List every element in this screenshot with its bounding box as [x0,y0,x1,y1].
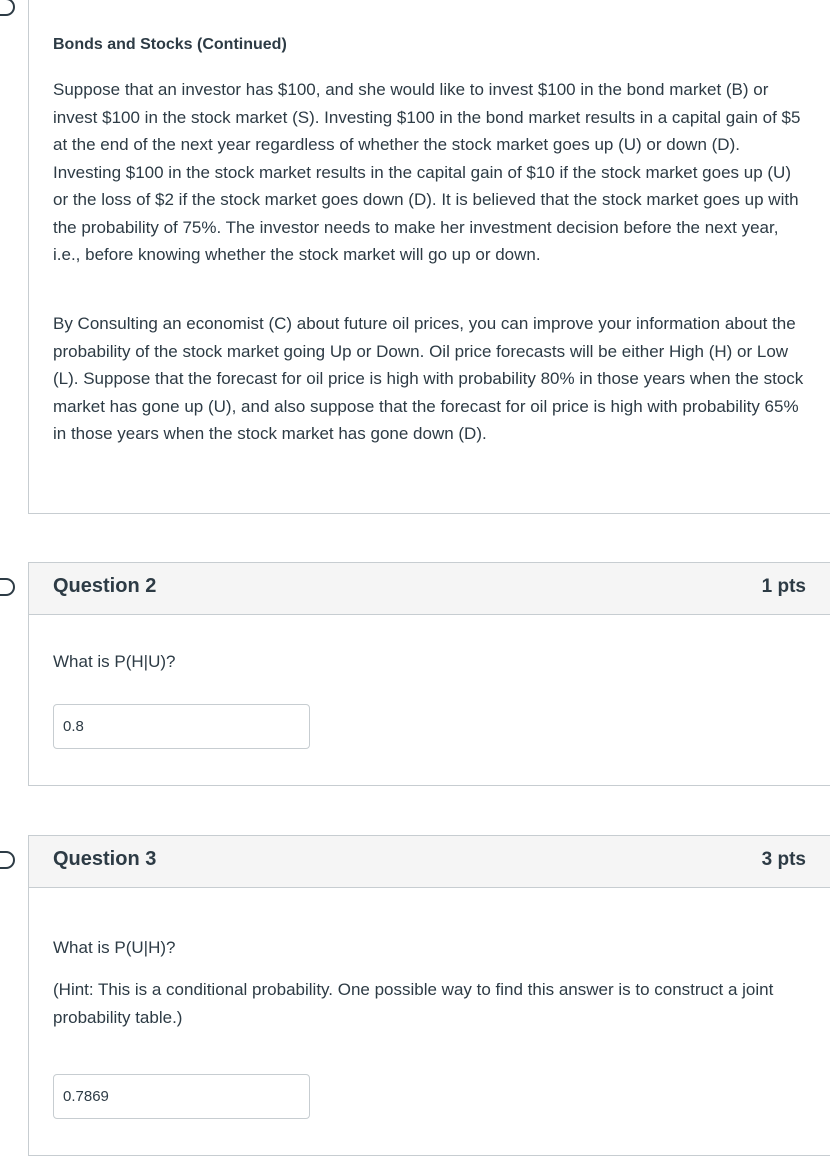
answer-input[interactable] [53,1074,310,1119]
question-points: 3 pts [761,849,806,870]
intro-card [28,0,830,514]
question-card [28,835,830,1156]
question-card [28,562,830,786]
flag-question-icon[interactable] [0,576,16,600]
question-title: Question 3 [53,848,157,870]
question-header [29,835,830,888]
question-prompt: What is P(U|H)? [53,938,176,957]
question-title: Question 2 [53,575,157,597]
answer-input[interactable] [53,704,310,749]
intro-paragraph-2: By Consulting an economist (C) about future oil prices, you can improve your information about the probability of the stock market going Up or Down. Oil price forecasts will be either High (H) or Low (L). Suppose that the forecast for oil price is high with probability 80% in those years when the stock market has gone up (U), and also suppose that the forecast for oil price is high with probability 65% in those years when the stock market has gone down (D). [53,314,804,443]
flag-question-icon[interactable] [0,849,16,873]
question-hint: (Hint: This is a conditional probability. One possible way to find this answer is to construct a joint probability table.) [53,980,774,1027]
intro-paragraph-1: Suppose that an investor has $100, and she would like to invest $100 in the bond market (B) or invest $100 in the stock market (S). Investing $100 in the bond market results in a capital gain of $5 at the end of the next year regardless of whether the stock market goes up (U) or down (D). Investing $100 in the stock market results in the capital gain of $10 if the stock market goes up (U) or the loss of $2 if the stock market goes down (D). It is believed that the stock market goes up with the probability of 75%. The investor needs to make her investment decision before the next year, i.e., before knowing whether the stock market will go up or down. [53,80,801,264]
intro-title: Bonds and Stocks (Continued) [53,36,287,53]
question-header [29,562,830,615]
question-prompt: What is P(H|U)? [53,652,176,671]
flag-question-icon[interactable] [0,0,16,20]
question-points: 1 pts [761,576,806,597]
